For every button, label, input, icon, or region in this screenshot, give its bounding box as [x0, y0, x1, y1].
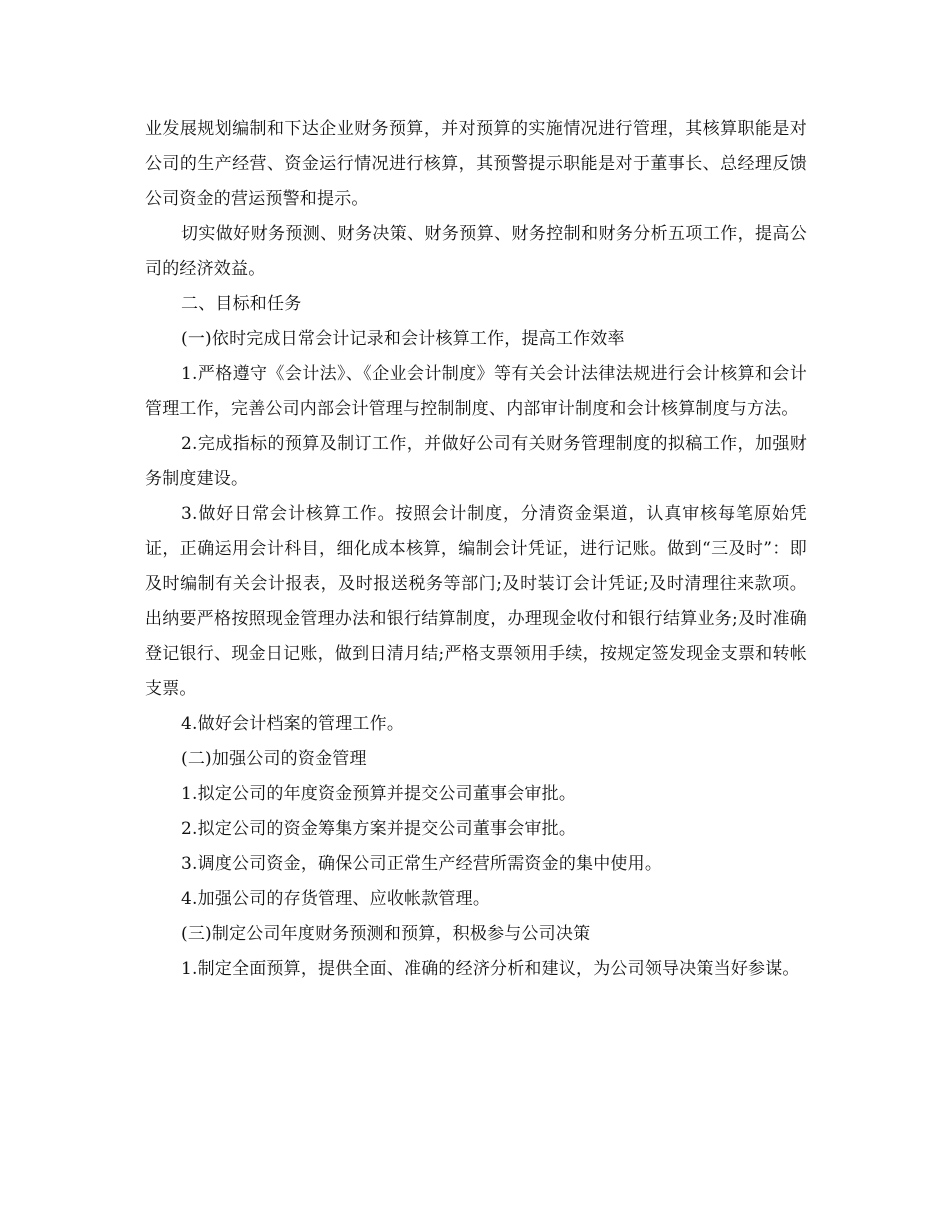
paragraph-five-tasks: 切实做好财务预测、财务决策、财务预算、财务控制和财务分析五项工作，提高公司的经济效益。 [145, 224, 807, 279]
list-item-fundraising-plan: 2.拟定公司的资金筹集方案并提交公司董事会审批。 [181, 819, 577, 839]
list-item-dispatch-funds: 3.调度公司资金，确保公司正常生产经营所需资金的集中使用。 [181, 854, 663, 874]
list-item-indicator-budget: 2.完成指标的预算及制订工作，并做好公司有关财务管理制度的拟稿工作，加强财务制度建设。 [145, 434, 807, 489]
list-item-comprehensive-budget: 1.制定全面预算，提供全面、准确的经济分析和建议，为公司领导决策当好参谋。 [181, 959, 800, 979]
subsection-heading-funds: (二)加强公司的资金管理 [181, 749, 367, 769]
subsection-heading-accounting: (一)依时完成日常会计记录和会计核算工作，提高工作效率 [181, 329, 625, 349]
paragraph-budget-functions: 业发展规划编制和下达企业财务预算，并对预算的实施情况进行管理，其核算职能是对公司的生产经营、资金运行情况进行核算，其预警提示职能是对于董事长、总经理反馈公司资金的营运预警和提示。 [145, 119, 807, 209]
list-item-accounting-law: 1.严格遵守《会计法》、《企业会计制度》等有关会计法律法规进行会计核算和会计管理工作，完善公司内部会计管理与控制制度、内部审计制度和会计核算制度与方法。 [145, 364, 807, 419]
document-page [145, 112, 807, 987]
list-item-annual-funds-budget: 1.拟定公司的年度资金预算并提交公司董事会审批。 [181, 784, 577, 804]
list-item-inventory-receivables: 4.加强公司的存货管理、应收帐款管理。 [181, 889, 491, 909]
subsection-heading-forecast: (三)制定公司年度财务预测和预算，积极参与公司决策 [181, 924, 591, 944]
list-item-archives: 4.做好会计档案的管理工作。 [181, 714, 405, 734]
section-heading-goals: 二、目标和任务 [181, 294, 302, 314]
list-item-daily-accounting: 3.做好日常会计核算工作。按照会计制度，分清资金渠道，认真审核每笔原始凭证，正确运用会计科目，细化成本核算，编制会计凭证，进行记账。做到“三及时”：即及时编制有关会计报表，及时报送税务等部门;及时装订会计凭证;及时清理往来款项。出纳要严格按照现金管理办法和银行结算制度，办理现金收付和银行结算业务;及时准确登记银行、现金日记账，做到日清月结;严格支票领用手续，按规定签发现金支票和转帐支票。 [145, 504, 807, 699]
